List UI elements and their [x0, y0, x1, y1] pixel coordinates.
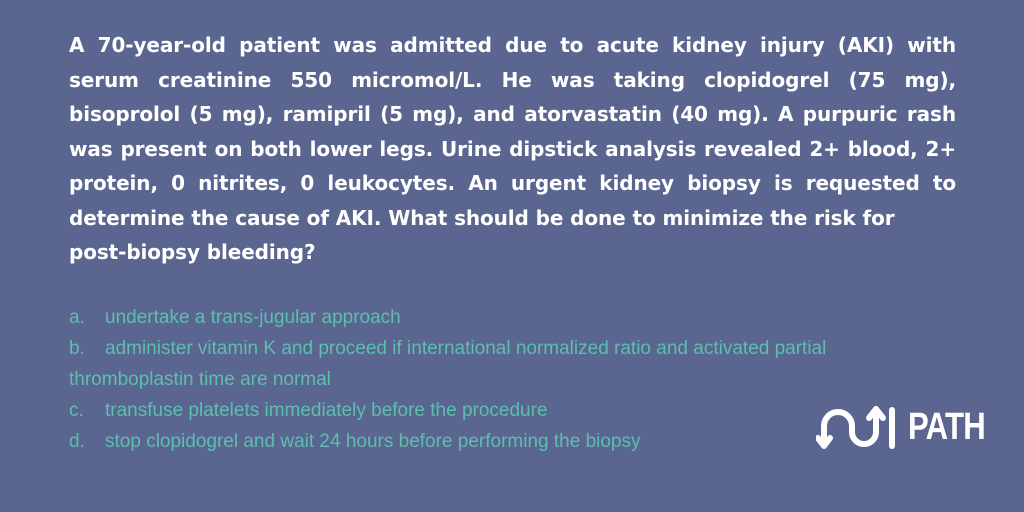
option-a[interactable]	[69, 302, 969, 333]
option-letter: b.	[69, 338, 85, 359]
option-text: administer vitamin K and proceed if international normalized ratio and activated partial	[105, 338, 827, 359]
question-line: A 70-year-old patient was admitted due to acute kidney injury (AKI) with	[69, 33, 956, 57]
option-letter: d.	[69, 431, 85, 452]
path-logo	[816, 402, 1002, 452]
question-line: determine the cause of AKI. What should be done to minimize the risk for	[69, 205, 895, 230]
question-text	[69, 28, 956, 270]
arrows-n-icon	[816, 402, 904, 452]
question-line: post-biopsy bleeding?	[69, 240, 316, 264]
question-line: protein, 0 nitrites, 0 leukocytes. An urgent kidney biopsy is requested to	[69, 171, 956, 195]
question-line: bisoprolol (5 mg), ramipril (5 mg), and atorvastatin (40 mg). A purpuric rash	[69, 102, 956, 126]
option-text: undertake a trans-jugular approach	[105, 307, 401, 328]
option-b[interactable]	[69, 333, 969, 364]
logo-text: PATH	[908, 405, 985, 448]
option-text: thromboplastin time are normal	[69, 369, 331, 390]
option-text: transfuse platelets immediately before the procedure	[105, 400, 548, 421]
option-text: stop clopidogrel and wait 24 hours before performing the biopsy	[105, 431, 641, 452]
question-line: was present on both lower legs. Urine dipstick analysis revealed 2+ blood, 2+	[69, 136, 956, 161]
option-b-continued[interactable]	[69, 364, 969, 395]
question-line: serum creatinine 550 micromol/L. He was taking clopidogrel (75 mg),	[69, 67, 956, 92]
option-letter: a.	[69, 307, 85, 328]
option-letter: c.	[69, 400, 84, 421]
